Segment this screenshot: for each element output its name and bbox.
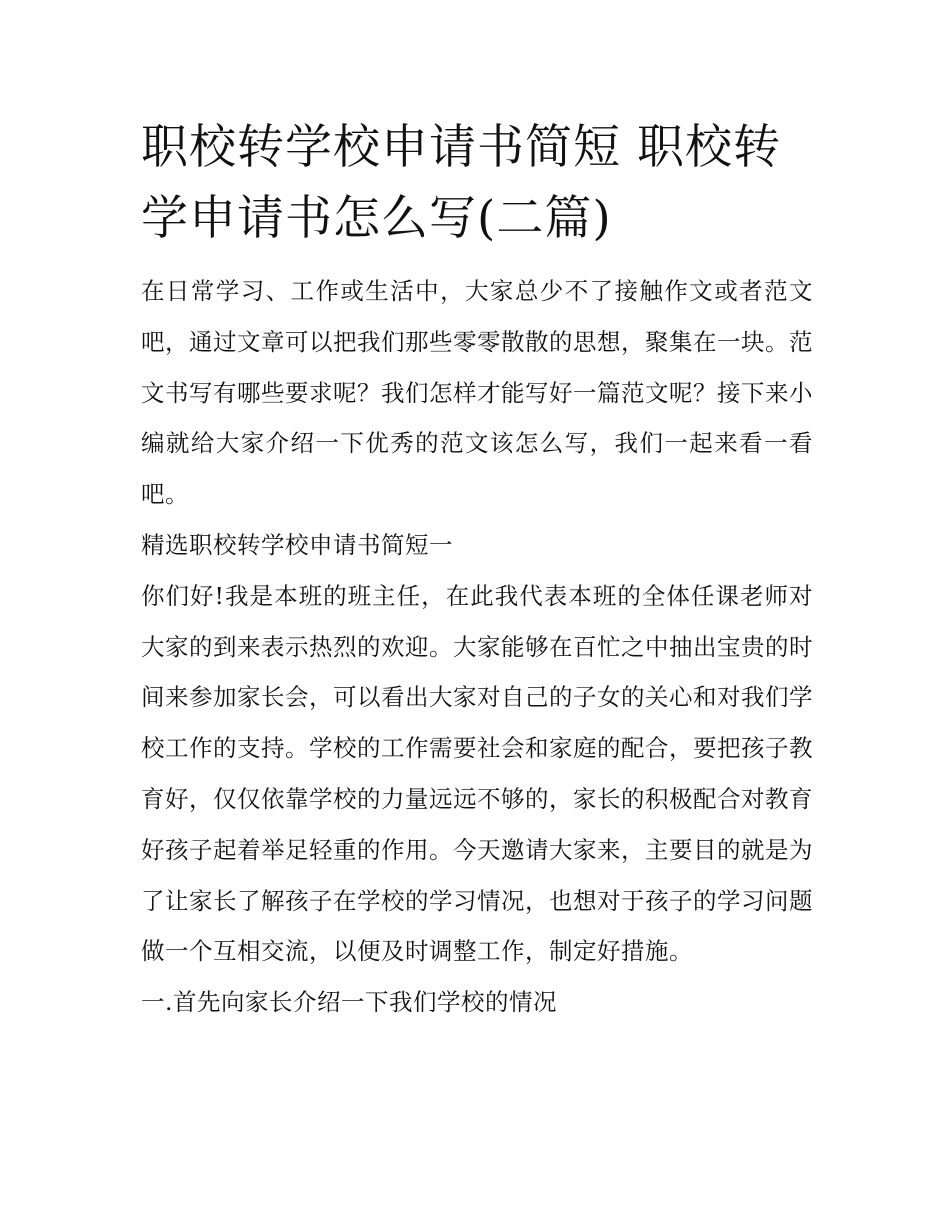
body-paragraph: 你们好!我是本班的班主任，在此我代表本班的全体任课老师对大家的到来表示热烈的欢迎。大家能够在百忙之中抽出宝贵的时间来参加家长会，可以看出大家对自己的子女的关心和对我们学校工作的支持。学校的工作需要社会和家庭的配合，要把孩子教育好，仅仅依靠学校的力量远远不够的，家长的积极配合对教育好孩子起着举足轻重的作用。今天邀请大家来，主要目的就是为了让家长了解孩子在学校的学习情况，也想对于孩子的学习问题做一个互相交流，以便及时调整工作，制定好措施。	[141, 581, 813, 966]
document-text	[141, 266, 813, 1028]
subsection-heading: 一.首先向家长介绍一下我们学校的情况	[141, 988, 557, 1017]
document-body	[141, 112, 813, 1028]
section-heading: 精选职校转学校申请书简短一	[141, 530, 453, 559]
document-title: 职校转学校申请书简短 职校转学申请书怎么写(二篇)	[141, 120, 781, 246]
intro-paragraph: 在日常学习、工作或生活中，大家总少不了接触作文或者范文吧，通过文章可以把我们那些零零散散的思想，聚集在一块。范文书写有哪些要求呢？我们怎样才能写好一篇范文呢？接下来小编就给大家介绍一下优秀的范文该怎么写，我们一起来看一看吧。	[141, 277, 813, 509]
